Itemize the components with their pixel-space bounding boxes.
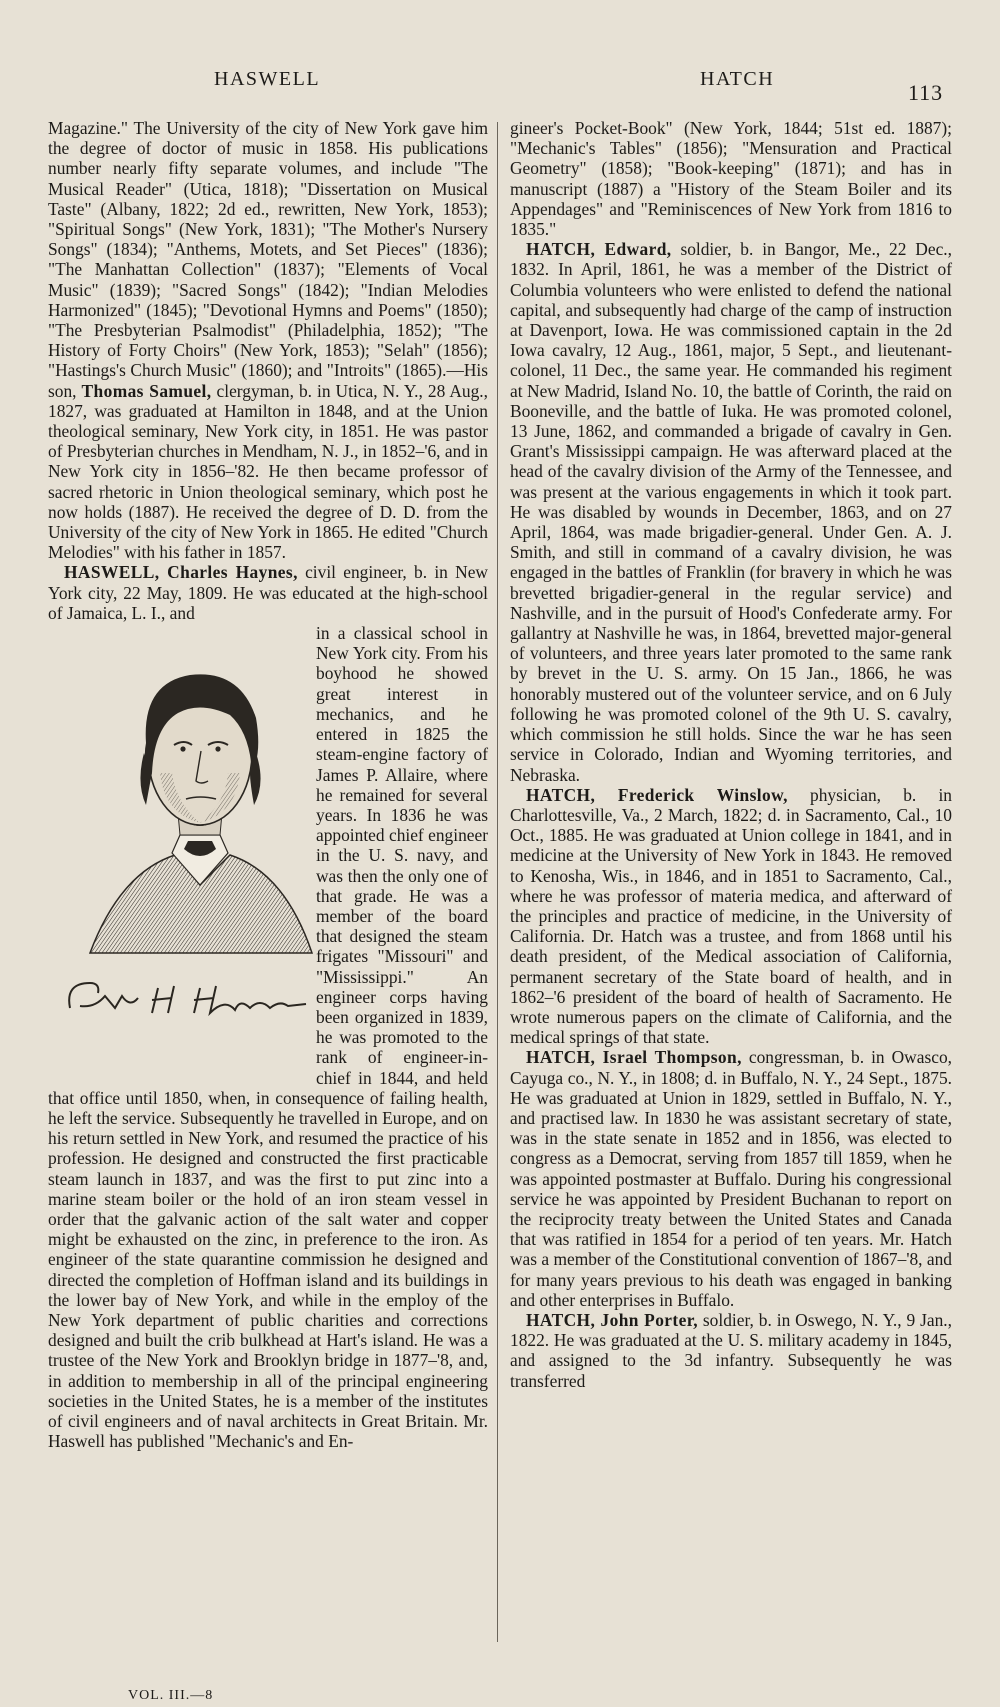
page-number: 113 xyxy=(908,80,944,105)
paragraph-hastings-continued xyxy=(48,118,488,562)
entry-name-hatch-frederick: HATCH, Frederick Winslow, xyxy=(526,784,788,805)
entry-text: congressman, b. in Owasco, Cayuga co., N. Y., in 1808; d. in Buffalo, N. Y., 24 Sept., 1875. He was graduated at Union in 1829, settled in Buffalo, N. Y., and practised law. In 1830 he was assistant secretary of state, was in the state senate in 1852 and in 1856, was elected to congress as a Democrat, serving from 1857 till 1859, when he was appointed postmaster at Buffalo. During his congressional service he was appointed by President Buchanan to report on the reciprocity treaty between the United States and Canada that was ratified in 1854 for a period of ten years. Mr. Hatch was a member of the Constitutional convention of 1867–'8, and for many years previous to his death was engaged in banking and other enterprises in Buffalo. xyxy=(510,1047,952,1310)
portrait-figure xyxy=(40,623,310,1081)
handwritten-signature xyxy=(60,968,320,1028)
entry-hatch-israel xyxy=(510,1047,952,1310)
entry-name-hatch-edward: HATCH, Edward, xyxy=(526,239,672,260)
entry-text: physician, b. in Charlottesville, Va., 2 March, 1822; d. in Sacramento, Cal., 10 Oct., 1885. He was graduated at Union college in 1841, and in medicine at the University of New York in 1843. He removed to Kenosha, Wis., in 1846, and in 1851 to Sacramento, Cal., where he was professor of materia medica, and afterward of the principles and practice of medicine, in the University of California. Dr. Hatch was a trustee, and from 1868 until his death president, of the Medical association of California, permanent secretary of the State board of health, and in 1862–'6 president of the board of health of Sacramento. He wrote numerous papers on the climate of California, and the medical springs of that state. xyxy=(510,784,953,1048)
entry-haswell xyxy=(48,562,488,623)
running-head-right: HATCH xyxy=(700,68,775,90)
entry-name-thomas-samuel: Thomas Samuel, xyxy=(81,380,212,401)
entry-text: soldier, b. in Bangor, Me., 22 Dec., 1832. In April, 1861, he was a member of the District of Columbia volunteers who were enlisted to defend the national capital, and subsequently had charge of the camp of instruction at Davenport, Iowa. He was commissioned captain in the 2d Iowa cavalry, 12 Aug., 1861, major, 5 Sept., and lieutenant-colonel, 11 Dec., the same year. He commanded his regiment at New Madrid, Island No. 10, the battle of Corinth, the raid on Booneville, and the battle of Iuka. He was promoted colonel, 13 June, 1862, and commanded a brigade of cavalry in Gen. Grant's Mississippi campaign. He was afterward placed at the head of the cavalry division of the Army of the Tennessee, and was present at the various engagements in which it took part. He was disabled by wounds in December, 1863, and on 27 April, 1864, was made brigadier-general. Under Gen. A. J. Smith, and still in command of a cavalry division, he was engaged in the battles of Franklin (for bravery in which he was brevetted brigadier-general in the regular service) and Nashville, and in the pursuit of Hood's Confederate army. For gallantry at Nashville he was, in 1864, brevetted major-general of volunteers, and three years later promoted to the same rank by brevet in the U. S. army. On 15 Jan., 1866, he was honorably mustered out of the volunteer service, and on 6 July following he was promoted colonel of the 9th U. S. cavalry, which commission he still holds. Since the war he has seen service in Colorado, Indian and Wyoming territories, and Nebraska. xyxy=(510,239,952,785)
entry-name-hatch-john: HATCH, John Porter, xyxy=(526,1309,698,1330)
entry-text: gineer's Pocket-Book" (New York, 1844; 51st ed. 1887); "Mechanic's Tables" (1856); "Mensuration and Practical Geometry" (1858); "Book-keeping" (1871); and has in manuscript (1887) a "History of the Steam Boiler and its Appendages" and "Reminiscences of New York from 1816 to 1835." xyxy=(510,118,952,240)
entry-hatch-john xyxy=(510,1310,952,1391)
column-divider xyxy=(497,122,498,1642)
paragraph-text: clergyman, b. in Utica, N. Y., 28 Aug., 1827, was graduated at Hamilton in 1848, and at the Union theological seminary, New York city, in 1851. He was pastor of Presbyterian churches in Mendham, N. J., in 1852–'6, and in New York city in 1856–'82. He then became professor of sacred rhetoric in Union theological seminary, which post he now holds (1887). He received the degree of D. D. from the University of the city of New York in 1865. He edited "Church Melodies" with his father in 1857. xyxy=(48,380,488,563)
entry-name-haswell: HASWELL, Charles Haynes, xyxy=(64,562,298,583)
entry-text: soldier, b. in Oswego, N. Y., 9 Jan., 1822. He was graduated at the U. S. military academy in 1845, and assigned to the 3d infantry. Subsequently he was transferred xyxy=(510,1309,952,1391)
entry-text: civil engineer, b. in New York city, 22 May, 1809. He was educated at the high-school of Jamaica, L. I., and xyxy=(48,562,488,623)
author-signature-image xyxy=(60,968,320,1028)
running-head-left: HASWELL xyxy=(214,68,321,90)
right-column xyxy=(510,118,952,1391)
signature-mark: VOL. III.—8 xyxy=(128,1688,214,1703)
entry-hatch-edward xyxy=(510,239,952,784)
paragraph-text: Magazine." The University of the city of New York gave him the degree of doctor of music in 1858. His publications number nearly fifty separate volumes, and include "The Musical Reader" (Utica, 1818); "Dissertation on Musical Taste" (Albany, 1822; 2d ed., rewritten, New York, 1853); "Spiritual Songs" (New York, 1831); "The Mother's Nursery Songs" (1834); "Anthems, Motets, and Set Pieces" (1836); "The Manhattan Collection" (1837); "Elements of Vocal Music" (1839); "Sacred Songs" (1842); "Indian Melodies Harmonized" (1845); "Devotional Hymns and Poems" (1850); "The Presbyterian Psalmodist" (Philadelphia, 1852); "The History of Forty Choirs" (New York, 1853); "Selah" (1856); "Hastings's Church Music" (1860); and "Introits" (1865).—His son, xyxy=(48,118,488,401)
entry-text: in a classical school in New York city. From his boyhood he showed great interest in mechanics, and he entered in 1825 the steam-engine factory of James P. Allaire, where he remained for several years. In 1836 he was appointed chief engineer in the U. S. navy, and was then the only one of that grade. He was a member of the board that designed the steam frigates "Missouri" and "Mississippi." An engineer corps having been organized in 1839, he was promoted to the rank of engineer-in-chief in 1844, and held that office until 1850, when, in consequence of failing health, he left the service. Subsequently he travelled in Europe, and on his return settled in New York, and resumed the practice of his profession. He designed and constructed the first practicable steam launch in 1837, and was the first to put zinc into a marine steam boiler or the hold of an iron steam vessel in order that the galvanic action of the salt water and copper might be exhausted on the zinc, in preference to the iron. As engineer of the state quarantine commission he designed and directed the completion of Hoffman island and its buildings in the lower bay of New York, and while in the employ of the New York department of public charities and corrections designed and built the crib bulkhead at Hart's island. He was a trustee of the New York and Brooklyn bridge in 1877–'8, and, in addition to membership in all of the principal engineering societies in the United States, he is a member of the institutes of civil engineers and of naval architects in Great Britain. Mr. Haswell has published "Mechanic's and En- xyxy=(48,623,488,1452)
entry-hatch-frederick xyxy=(510,785,952,1048)
portrait-engraving xyxy=(80,623,320,983)
entry-haswell-continued-right xyxy=(510,118,952,239)
left-column xyxy=(48,118,488,1451)
entry-name-hatch-israel: HATCH, Israel Thompson, xyxy=(526,1047,742,1068)
